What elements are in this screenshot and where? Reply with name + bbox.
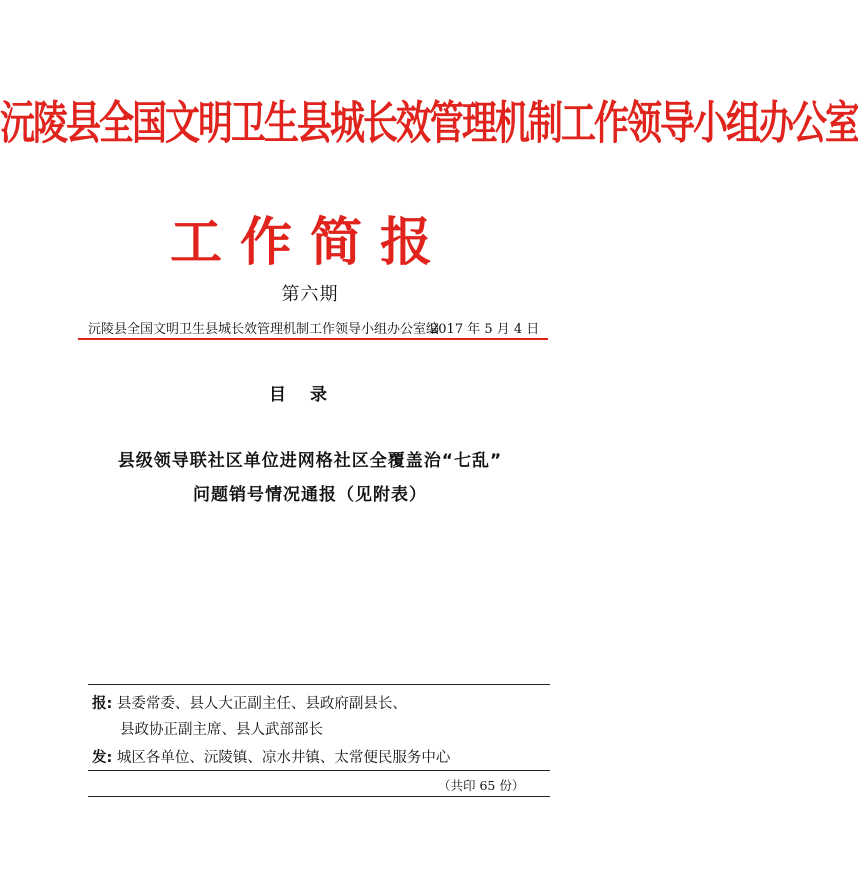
send-label: 发: — [92, 750, 113, 766]
report-recipients-1: 县委常委、县人大正副主任、县政府副县长、 — [116, 696, 407, 712]
distribution-mid-rule — [88, 770, 550, 771]
header-divider — [78, 338, 548, 340]
contents-title: 目录 — [269, 385, 351, 405]
send-recipients: 城区各单位、沅陵镇、凉水井镇、太常便民服务中心 — [116, 750, 451, 766]
report-row-2 — [92, 718, 323, 739]
send-row — [92, 746, 450, 767]
headline-line-1: 县级领导联社区单位进网格社区全覆盖治“七乱” — [117, 451, 503, 471]
report-recipients-2: 县政协正副主席、县人武部部长 — [120, 722, 323, 738]
report-row-1 — [92, 692, 407, 713]
editor-line: 沅陵县全国文明卫生县城长效管理机制工作领导小组办公室编 — [88, 322, 440, 337]
distribution-bottom-rule — [88, 796, 550, 797]
issue-number: 第六期 — [281, 284, 339, 305]
edit-date: 2017 年 5 月 4 日 — [430, 322, 540, 337]
org-title: 沅陵县全国文明卫生县城长效管理机制工作领导小组办公室 — [0, 98, 858, 151]
headline-line-2: 问题销号情况通报（见附表） — [193, 485, 427, 505]
distribution-top-rule — [88, 684, 550, 685]
report-label: 报: — [92, 696, 113, 712]
copies-count: （共印 65 份） — [438, 778, 525, 793]
bulletin-title: 工作简报 — [169, 212, 450, 273]
